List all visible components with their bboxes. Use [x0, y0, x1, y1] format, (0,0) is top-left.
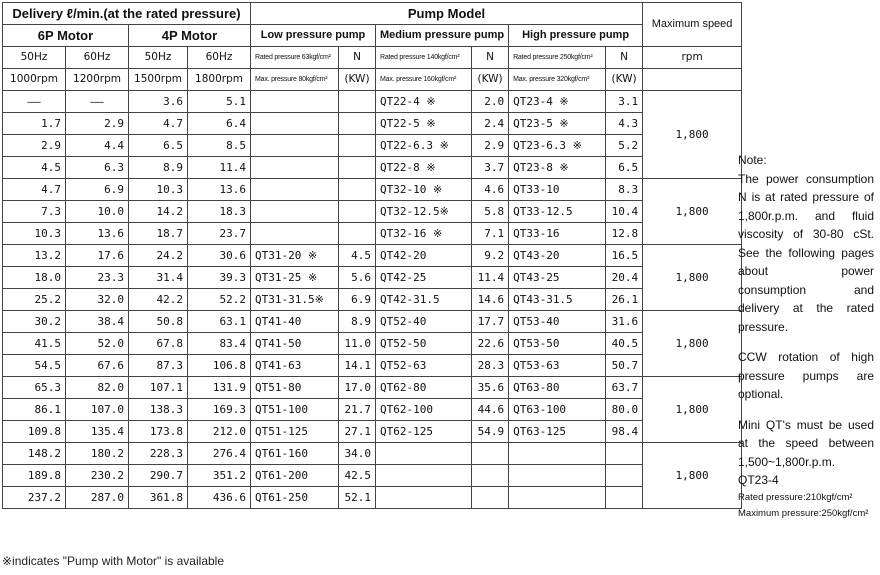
value-cell: 18.3	[188, 201, 251, 223]
value-cell: 52.1	[339, 487, 376, 509]
value-cell: 2.4	[472, 113, 509, 135]
value-cell: 276.4	[188, 443, 251, 465]
value-cell: 23.3	[66, 267, 129, 289]
value-cell: 54.5	[3, 355, 66, 377]
value-cell: 138.3	[129, 399, 188, 421]
model-cell: QT23-5 ※	[509, 113, 606, 135]
note-rotation: CCW rotation of high pressure pumps are optional.	[738, 350, 874, 401]
table-row	[3, 289, 742, 311]
value-cell: 31.6	[606, 311, 643, 333]
value-cell: 17.7	[472, 311, 509, 333]
medium-max-pressure: Max. pressure 160kgf/cm²	[376, 69, 472, 91]
model-cell: QT41-40	[251, 311, 339, 333]
high-rated-pressure: Rated pressure 250kgf/cm²	[509, 47, 606, 69]
note-panel	[738, 151, 874, 522]
table-row	[3, 223, 742, 245]
value-cell	[339, 157, 376, 179]
value-cell: 31.4	[129, 267, 188, 289]
value-cell: 86.1	[3, 399, 66, 421]
hz60-6p: 60Hz	[66, 47, 129, 69]
value-cell: 9.2	[472, 245, 509, 267]
max-speed-cell: 1,800	[643, 311, 742, 377]
model-cell: QT32-10 ※	[376, 179, 472, 201]
model-cell	[251, 135, 339, 157]
model-cell: QT22-6.3 ※	[376, 135, 472, 157]
value-cell: 2.9	[3, 135, 66, 157]
value-cell	[606, 443, 643, 465]
model-cell: QT31-25 ※	[251, 267, 339, 289]
value-cell: 13.6	[66, 223, 129, 245]
value-cell: 11.0	[339, 333, 376, 355]
max-speed-cell: 1,800	[643, 179, 742, 245]
table-row	[3, 399, 742, 421]
max-speed-label: Maximum speed	[651, 18, 733, 30]
table-row	[3, 201, 742, 223]
value-cell: 23.7	[188, 223, 251, 245]
rpm-unit-blank	[643, 69, 742, 91]
value-cell: 228.3	[129, 443, 188, 465]
model-cell	[251, 91, 339, 113]
value-cell: 38.4	[66, 311, 129, 333]
note-model: QT23-4	[738, 473, 779, 487]
rpm-1800: 1800rpm	[188, 69, 251, 91]
model-cell: QT62-125	[376, 421, 472, 443]
model-cell: QT43-25	[509, 267, 606, 289]
value-cell: 5.2	[606, 135, 643, 157]
value-cell: 5.1	[188, 91, 251, 113]
value-cell: 436.6	[188, 487, 251, 509]
value-cell: 39.3	[188, 267, 251, 289]
table-row	[3, 245, 742, 267]
model-cell	[376, 487, 472, 509]
medium-n-label: N	[472, 47, 509, 69]
model-cell: QT61-250	[251, 487, 339, 509]
model-cell: QT52-50	[376, 333, 472, 355]
value-cell: 361.8	[129, 487, 188, 509]
table-row	[3, 179, 742, 201]
model-cell: QT23-6.3 ※	[509, 135, 606, 157]
footnote: ※indicates "Pump with Motor" is available	[2, 554, 224, 568]
value-cell: 14.6	[472, 289, 509, 311]
model-cell: QT51-100	[251, 399, 339, 421]
value-cell: 4.4	[66, 135, 129, 157]
table-row	[3, 311, 742, 333]
value-cell: 148.2	[3, 443, 66, 465]
value-cell: 6.5	[606, 157, 643, 179]
value-cell: 30.6	[188, 245, 251, 267]
table-row	[3, 377, 742, 399]
value-cell: 3.1	[606, 91, 643, 113]
model-cell: QT53-63	[509, 355, 606, 377]
max-speed-cell: 1,800	[643, 245, 742, 311]
value-cell: 7.3	[3, 201, 66, 223]
value-cell: 12.8	[606, 223, 643, 245]
value-cell: 16.5	[606, 245, 643, 267]
hz50-4p: 50Hz	[129, 47, 188, 69]
model-cell: QT41-63	[251, 355, 339, 377]
model-cell: QT22-8 ※	[376, 157, 472, 179]
medium-rated-pressure: Rated pressure 140kgf/cm²	[376, 47, 472, 69]
value-cell: 8.3	[606, 179, 643, 201]
model-cell: QT33-10	[509, 179, 606, 201]
table-row	[3, 443, 742, 465]
value-cell: 14.1	[339, 355, 376, 377]
value-cell: 4.5	[339, 245, 376, 267]
note-title: Note:	[738, 153, 767, 167]
value-cell: 6.9	[66, 179, 129, 201]
model-cell: QT43-20	[509, 245, 606, 267]
model-cell	[251, 179, 339, 201]
value-cell: 6.9	[339, 289, 376, 311]
value-cell	[339, 91, 376, 113]
rpm-1200: 1200rpm	[66, 69, 129, 91]
table-row	[3, 487, 742, 509]
value-cell: 11.4	[188, 157, 251, 179]
model-cell: QT22-4 ※	[376, 91, 472, 113]
value-cell: 17.0	[339, 377, 376, 399]
model-cell	[509, 443, 606, 465]
model-cell: QT51-125	[251, 421, 339, 443]
model-cell: QT61-160	[251, 443, 339, 465]
motor-4p-header: 4P Motor	[129, 25, 251, 47]
model-cell: QT63-80	[509, 377, 606, 399]
high-kw-label: (KW)	[606, 69, 643, 91]
value-cell: 8.9	[129, 157, 188, 179]
value-cell: 30.2	[3, 311, 66, 333]
note-mini-qt: Mini QT's must be used at the speed between 1,500~1,800r.p.m.	[738, 417, 874, 469]
value-cell	[472, 465, 509, 487]
value-cell: 10.3	[129, 179, 188, 201]
model-cell	[376, 465, 472, 487]
value-cell: 28.3	[472, 355, 509, 377]
model-cell	[251, 201, 339, 223]
value-cell: 106.8	[188, 355, 251, 377]
value-cell: ——	[66, 91, 129, 113]
model-cell: QT42-25	[376, 267, 472, 289]
model-cell: QT33-12.5	[509, 201, 606, 223]
model-cell: QT23-4 ※	[509, 91, 606, 113]
value-cell: 107.1	[129, 377, 188, 399]
model-cell: QT42-20	[376, 245, 472, 267]
value-cell: 180.2	[66, 443, 129, 465]
value-cell: 10.4	[606, 201, 643, 223]
model-cell	[376, 443, 472, 465]
hz60-4p: 60Hz	[188, 47, 251, 69]
value-cell: 6.4	[188, 113, 251, 135]
model-cell: QT63-100	[509, 399, 606, 421]
value-cell: 52.2	[188, 289, 251, 311]
note-maximum: Maximum pressure:250kgf/cm²	[738, 507, 869, 519]
value-cell	[472, 443, 509, 465]
value-cell: 2.0	[472, 91, 509, 113]
value-cell: 52.0	[66, 333, 129, 355]
value-cell: 67.6	[66, 355, 129, 377]
value-cell: 63.7	[606, 377, 643, 399]
value-cell: 41.5	[3, 333, 66, 355]
value-cell: 34.0	[339, 443, 376, 465]
model-cell: QT23-8 ※	[509, 157, 606, 179]
value-cell: 32.0	[66, 289, 129, 311]
value-cell: 42.2	[129, 289, 188, 311]
value-cell: 4.6	[472, 179, 509, 201]
max-speed-cell: 1,800	[643, 377, 742, 443]
value-cell: 40.5	[606, 333, 643, 355]
value-cell: 10.3	[3, 223, 66, 245]
value-cell: 18.7	[129, 223, 188, 245]
model-cell: QT32-16 ※	[376, 223, 472, 245]
value-cell: 135.4	[66, 421, 129, 443]
value-cell: 8.9	[339, 311, 376, 333]
value-cell: 13.2	[3, 245, 66, 267]
value-cell: 4.7	[129, 113, 188, 135]
max-speed-header	[643, 3, 742, 47]
value-cell: 11.4	[472, 267, 509, 289]
low-kw-label: (KW)	[339, 69, 376, 91]
value-cell: 5.6	[339, 267, 376, 289]
value-cell: 8.5	[188, 135, 251, 157]
value-cell: 2.9	[472, 135, 509, 157]
value-cell: 42.5	[339, 465, 376, 487]
max-speed-cell: 1,800	[643, 443, 742, 509]
value-cell	[606, 465, 643, 487]
high-n-label: N	[606, 47, 643, 69]
value-cell: 1.7	[3, 113, 66, 135]
value-cell: 287.0	[66, 487, 129, 509]
value-cell: 20.4	[606, 267, 643, 289]
value-cell	[339, 179, 376, 201]
value-cell: 4.3	[606, 113, 643, 135]
value-cell: 109.8	[3, 421, 66, 443]
value-cell	[606, 487, 643, 509]
value-cell: 4.7	[3, 179, 66, 201]
value-cell: 2.9	[66, 113, 129, 135]
model-cell: QT62-80	[376, 377, 472, 399]
rpm-1500: 1500rpm	[129, 69, 188, 91]
value-cell: 18.0	[3, 267, 66, 289]
value-cell: 35.6	[472, 377, 509, 399]
table-row	[3, 113, 742, 135]
low-pressure-header: Low pressure pump	[251, 25, 376, 47]
value-cell	[339, 135, 376, 157]
value-cell: 5.8	[472, 201, 509, 223]
motor-6p-header: 6P Motor	[3, 25, 129, 47]
value-cell: 63.1	[188, 311, 251, 333]
max-speed-cell: 1,800	[643, 91, 742, 179]
value-cell: 44.6	[472, 399, 509, 421]
value-cell: 22.6	[472, 333, 509, 355]
high-max-pressure: Max. pressure 320kgf/cm²	[509, 69, 606, 91]
value-cell: 230.2	[66, 465, 129, 487]
table-row	[3, 333, 742, 355]
value-cell: 10.0	[66, 201, 129, 223]
spec-table-body	[3, 91, 742, 509]
model-cell: QT32-12.5※	[376, 201, 472, 223]
delivery-header: Delivery ℓ/min.(at the rated pressure)	[3, 3, 251, 25]
rpm-unit: rpm	[643, 47, 742, 69]
value-cell: 82.0	[66, 377, 129, 399]
model-cell: QT42-31.5	[376, 289, 472, 311]
value-cell: 13.6	[188, 179, 251, 201]
value-cell: 21.7	[339, 399, 376, 421]
low-rated-pressure: Rated pressure 63kgf/cm²	[251, 47, 339, 69]
model-cell: QT22-5 ※	[376, 113, 472, 135]
note-power: The power consumption N is at rated pressure of 1,800r.p.m. and fluid viscosity of 30-80 cSt. See the following pages about power consumption and delivery at the rated pressure.	[738, 171, 874, 334]
value-cell: 67.8	[129, 333, 188, 355]
table-row	[3, 465, 742, 487]
medium-kw-label: (KW)	[472, 69, 509, 91]
value-cell: 7.1	[472, 223, 509, 245]
value-cell: 6.5	[129, 135, 188, 157]
spec-table	[2, 2, 742, 509]
value-cell: 17.6	[66, 245, 129, 267]
value-cell: 189.8	[3, 465, 66, 487]
model-cell: QT31-31.5※	[251, 289, 339, 311]
model-cell	[251, 113, 339, 135]
value-cell: 107.0	[66, 399, 129, 421]
model-cell: QT51-80	[251, 377, 339, 399]
value-cell: 3.7	[472, 157, 509, 179]
value-cell: 4.5	[3, 157, 66, 179]
value-cell: 6.3	[66, 157, 129, 179]
model-cell: QT61-200	[251, 465, 339, 487]
table-row	[3, 157, 742, 179]
model-cell: QT52-40	[376, 311, 472, 333]
model-cell	[509, 487, 606, 509]
value-cell	[339, 223, 376, 245]
value-cell: 87.3	[129, 355, 188, 377]
rpm-1000: 1000rpm	[3, 69, 66, 91]
low-n-label: N	[339, 47, 376, 69]
model-cell: QT41-50	[251, 333, 339, 355]
model-cell	[251, 157, 339, 179]
value-cell: 290.7	[129, 465, 188, 487]
value-cell: 24.2	[129, 245, 188, 267]
model-cell: QT33-16	[509, 223, 606, 245]
model-cell: QT63-125	[509, 421, 606, 443]
model-cell: QT31-20 ※	[251, 245, 339, 267]
value-cell: 26.1	[606, 289, 643, 311]
table-row	[3, 421, 742, 443]
high-pressure-header: High pressure pump	[509, 25, 643, 47]
table-row	[3, 267, 742, 289]
value-cell	[339, 201, 376, 223]
value-cell: 237.2	[3, 487, 66, 509]
model-cell: QT52-63	[376, 355, 472, 377]
hz50-6p: 50Hz	[3, 47, 66, 69]
value-cell	[339, 113, 376, 135]
value-cell: 169.3	[188, 399, 251, 421]
table-row	[3, 91, 742, 113]
value-cell: 54.9	[472, 421, 509, 443]
value-cell: 80.0	[606, 399, 643, 421]
model-cell: QT43-31.5	[509, 289, 606, 311]
model-cell: QT53-50	[509, 333, 606, 355]
value-cell: 50.7	[606, 355, 643, 377]
model-cell	[251, 223, 339, 245]
value-cell: 27.1	[339, 421, 376, 443]
value-cell: ——	[3, 91, 66, 113]
value-cell: 3.6	[129, 91, 188, 113]
model-cell	[509, 465, 606, 487]
value-cell: 98.4	[606, 421, 643, 443]
value-cell: 173.8	[129, 421, 188, 443]
value-cell: 25.2	[3, 289, 66, 311]
pump-model-header: Pump Model	[251, 3, 643, 25]
value-cell: 212.0	[188, 421, 251, 443]
value-cell: 351.2	[188, 465, 251, 487]
value-cell: 131.9	[188, 377, 251, 399]
table-row	[3, 355, 742, 377]
value-cell: 65.3	[3, 377, 66, 399]
note-rated: Rated pressure:210kgf/cm²	[738, 491, 853, 503]
medium-pressure-header: Medium pressure pump	[376, 25, 509, 47]
model-cell: QT62-100	[376, 399, 472, 421]
low-max-pressure: Max. pressure 80kgf/cm²	[251, 69, 339, 91]
value-cell	[472, 487, 509, 509]
value-cell: 83.4	[188, 333, 251, 355]
value-cell: 14.2	[129, 201, 188, 223]
value-cell: 50.8	[129, 311, 188, 333]
model-cell: QT53-40	[509, 311, 606, 333]
table-row	[3, 135, 742, 157]
